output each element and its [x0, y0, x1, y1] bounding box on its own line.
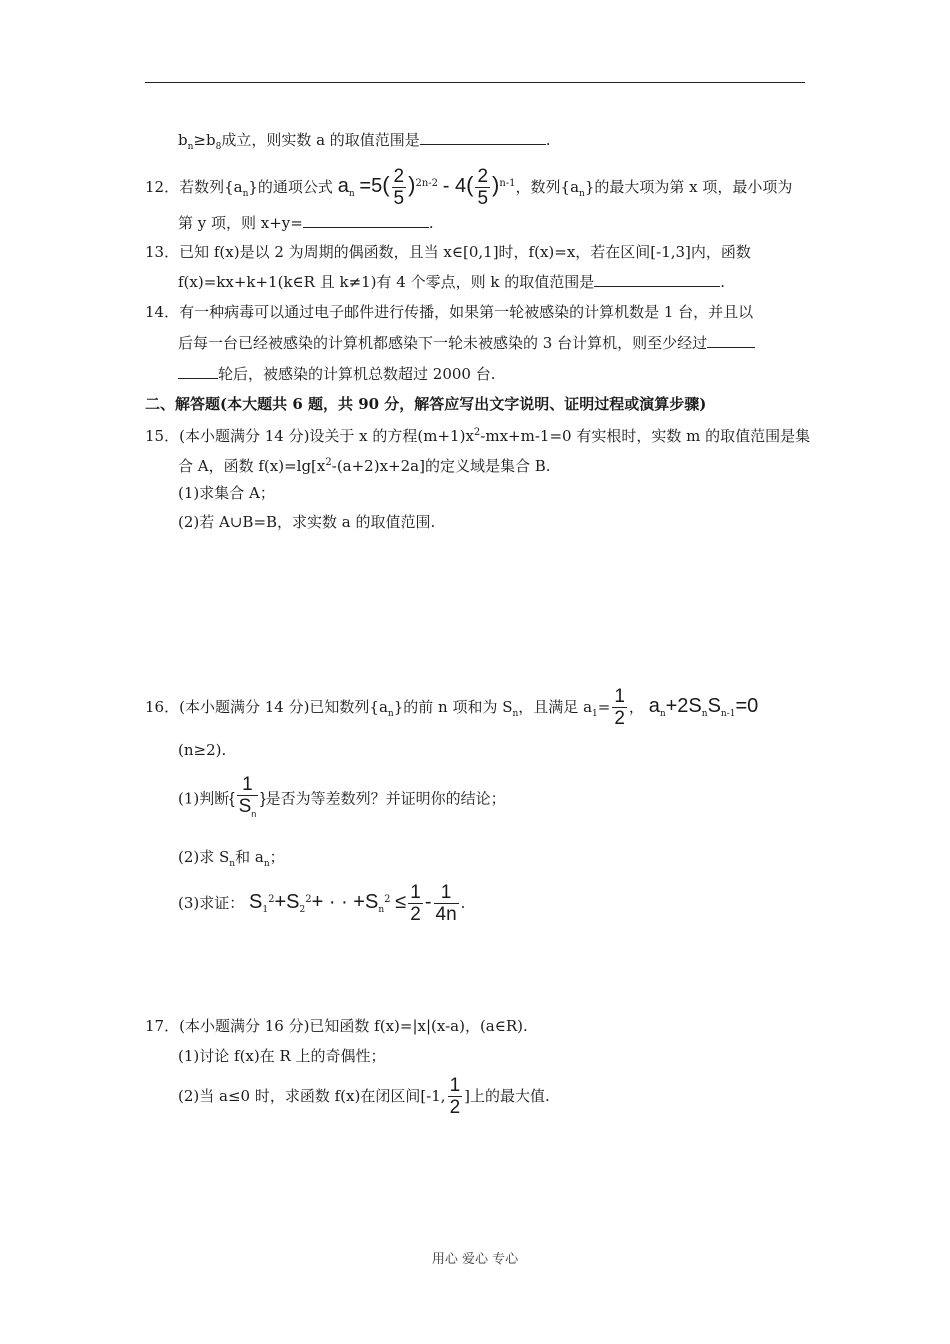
header-rule — [145, 82, 805, 83]
q13-line1: 13．已知 f(x)是以 2 为周期的偶函数，且当 x∈[0,1]时，f(x)=x，若在区间[-1,3]内，函数 — [145, 243, 751, 261]
q14-line2: 后每一台已经被感染的计算机都感染下一轮未被感染的 3 台计算机，则至少经过 — [178, 333, 755, 353]
fraction: $\frac{1}{S_n}$ — [238, 774, 257, 819]
fraction: $\frac{1}{2}$ — [614, 686, 625, 729]
q12-line2: 第 y 项，则 x+y= . — [178, 214, 434, 232]
q17-part1: (1)讨论 f(x)在 R 上的奇偶性； — [178, 1047, 386, 1065]
q15-line1: 15．(本小题满分 14 分)设关于 x 的方程$(m+1)x^2-mx+m-1=0$ 有实根时，实数 m 的取值范围是集 — [145, 427, 811, 445]
answer-blank[interactable] — [707, 333, 755, 348]
q17-line1: 17．(本小题满分 16 分)已知函数 f(x)=|x|(x-a)，(a∈R). — [145, 1017, 528, 1035]
answer-blank[interactable] — [594, 272, 720, 287]
fraction: $\frac{1}{2}$ — [410, 882, 421, 925]
q17-part2: (2)当 a≤0 时，求函数 f(x)在闭区间[-1, $\frac{1}{2}$ ]上的最大值. — [178, 1075, 550, 1118]
page-footer: 用心 爱心 专心 — [431, 1252, 519, 1267]
q14-line1: 14．有一种病毒可以通过电子邮件进行传播，如果第一轮被感染的计算机数是 1 台，并且以 — [145, 303, 754, 321]
fraction: $\frac{2}{5}$ — [477, 166, 489, 209]
q14-line3: 轮后，被感染的计算机总数超过 2000 台. — [178, 364, 495, 384]
q16-line2: (n≥2). — [178, 741, 227, 759]
fraction: $\frac{1}{4n}$ — [435, 882, 457, 925]
q16-part2: (2)求 $S_n$和 $a_n$； — [178, 848, 285, 869]
fraction: $\frac{1}{2}$ — [449, 1075, 461, 1118]
q15-part1: (1)求集合 A； — [178, 484, 275, 502]
q15-line2: 合 A，函数 $f(x)=\lg[x^2-(a+2)x+2a]$的定义域是集合 B. — [178, 457, 551, 475]
q12-line1: 12．若数列$\{a_n\}$的通项公式 $a_n =5$( $\frac{2}{5}$ )$^{2n-2}$ - 4( $\frac{2}{5}$ )$^{n-1}$，数列$\{a_n\}$的最大项为第 x 项，最小项为 — [145, 166, 793, 209]
q16-line1: 16．(本小题满分 14 分)已知数列$\{a_n\}$的前 n 项和为 $S_n$，且满足 $a_1=$ $\frac{1}{2}$ ， $a_n+2S_nS_{n-1}=0$ — [145, 686, 759, 729]
q16-part1: (1)判断{ $\frac{1}{S_n}$ }是否为等差数列？并证明你的结论； — [178, 774, 506, 825]
q15-part2: (2)若 A∪B=B，求实数 a 的取值范围. — [178, 513, 436, 531]
answer-blank[interactable] — [178, 364, 218, 379]
q13-line2: f(x)=kx+k+1(k∈R 且 k≠1)有 4 个零点，则 k 的取值范围是 . — [178, 273, 726, 291]
section-title: 二、解答题(本大题共 6 题，共 90 分，解答应写出文字说明、证明过程或演算步骤) — [145, 395, 707, 413]
q11-tail: $b_n\ge b_8$成立，则实数 a 的取值范围是 . — [178, 131, 551, 152]
answer-blank[interactable] — [303, 213, 429, 228]
answer-blank[interactable] — [420, 130, 546, 145]
q16-part3: (3)求证： $S_1^2+S_2^2+$ · · $+S_n^2$ ≤ $\frac{1}{2}$ - $\frac{1}{4n}$ . — [178, 882, 466, 925]
fraction: $\frac{2}{5}$ — [393, 166, 405, 209]
